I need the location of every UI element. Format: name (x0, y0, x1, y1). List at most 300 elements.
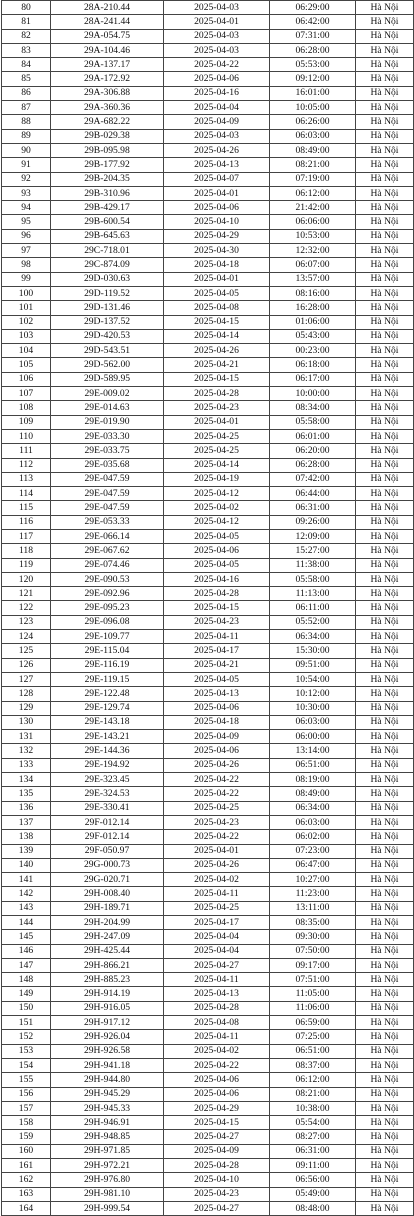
violation-date-cell: 2025-04-03 (164, 29, 270, 43)
violation-time-cell: 06:03:00 (270, 715, 356, 729)
city-cell: Hà Nội (356, 1201, 414, 1215)
license-plate-cell: 29H-189.71 (51, 901, 164, 915)
license-plate-cell: 29D-420.53 (51, 329, 164, 343)
row-number-cell: 85 (2, 72, 51, 86)
violation-date-cell: 2025-04-12 (164, 515, 270, 529)
table-body (2, 1, 414, 1216)
violation-date-cell: 2025-04-14 (164, 458, 270, 472)
violation-time-cell: 05:53:00 (270, 58, 356, 72)
violation-date-cell: 2025-04-05 (164, 672, 270, 686)
license-plate-cell: 29H-981.10 (51, 1187, 164, 1201)
license-plate-cell: 29H-999.54 (51, 1201, 164, 1215)
license-plate-cell: 29B-204.35 (51, 172, 164, 186)
violation-time-cell: 06:06:00 (270, 215, 356, 229)
violation-date-cell: 2025-04-22 (164, 830, 270, 844)
table-row (2, 158, 414, 172)
row-number-cell: 105 (2, 358, 51, 372)
violation-time-cell: 06:07:00 (270, 258, 356, 272)
license-plate-cell: 29H-948.85 (51, 1130, 164, 1144)
table-row (2, 1030, 414, 1044)
city-cell: Hà Nội (356, 744, 414, 758)
license-plate-cell: 29C-874.09 (51, 258, 164, 272)
license-plate-cell: 29E-074.46 (51, 558, 164, 572)
violation-date-cell: 2025-04-13 (164, 158, 270, 172)
violation-date-cell: 2025-04-25 (164, 429, 270, 443)
license-plate-cell: 29E-092.96 (51, 587, 164, 601)
city-cell: Hà Nội (356, 529, 414, 543)
license-plate-cell: 29B-177.92 (51, 158, 164, 172)
license-plate-cell: 29B-310.96 (51, 186, 164, 200)
license-plate-cell: 29D-562.00 (51, 358, 164, 372)
city-cell: Hà Nội (356, 730, 414, 744)
row-number-cell: 124 (2, 630, 51, 644)
row-number-cell: 158 (2, 1116, 51, 1130)
row-number-cell: 118 (2, 544, 51, 558)
violation-time-cell: 10:54:00 (270, 672, 356, 686)
table-row (2, 844, 414, 858)
violation-time-cell: 11:13:00 (270, 587, 356, 601)
violation-date-cell: 2025-04-11 (164, 630, 270, 644)
license-plate-cell: 29E-143.18 (51, 715, 164, 729)
license-plate-cell: 29E-047.59 (51, 472, 164, 486)
table-row (2, 815, 414, 829)
row-number-cell: 123 (2, 615, 51, 629)
row-number-cell: 84 (2, 58, 51, 72)
violation-time-cell: 08:16:00 (270, 286, 356, 300)
license-plate-cell: 29B-600.54 (51, 215, 164, 229)
city-cell: Hà Nội (356, 186, 414, 200)
violation-time-cell: 06:29:00 (270, 1, 356, 15)
license-plate-cell: 29F-012.14 (51, 815, 164, 829)
violation-date-cell: 2025-04-22 (164, 1058, 270, 1072)
license-plate-cell: 29E-095.23 (51, 601, 164, 615)
table-row (2, 1144, 414, 1158)
violation-time-cell: 06:02:00 (270, 830, 356, 844)
city-cell: Hà Nội (356, 1187, 414, 1201)
violation-date-cell: 2025-04-23 (164, 401, 270, 415)
license-plate-cell: 29E-014.63 (51, 401, 164, 415)
license-plate-cell: 29D-543.51 (51, 344, 164, 358)
city-cell: Hà Nội (356, 1159, 414, 1173)
violation-date-cell: 2025-04-14 (164, 329, 270, 343)
table-row (2, 672, 414, 686)
violation-time-cell: 06:12:00 (270, 1073, 356, 1087)
row-number-cell: 95 (2, 215, 51, 229)
violation-date-cell: 2025-04-05 (164, 529, 270, 543)
table-row (2, 1116, 414, 1130)
violation-date-cell: 2025-04-26 (164, 344, 270, 358)
row-number-cell: 89 (2, 129, 51, 143)
license-plate-cell: 29E-109.77 (51, 630, 164, 644)
violation-date-cell: 2025-04-26 (164, 758, 270, 772)
row-number-cell: 145 (2, 930, 51, 944)
violation-date-cell: 2025-04-05 (164, 558, 270, 572)
violation-date-cell: 2025-04-15 (164, 601, 270, 615)
violation-time-cell: 05:54:00 (270, 1116, 356, 1130)
city-cell: Hà Nội (356, 773, 414, 787)
table-row (2, 773, 414, 787)
row-number-cell: 120 (2, 572, 51, 586)
table-row (2, 329, 414, 343)
table-row (2, 758, 414, 772)
table-row (2, 587, 414, 601)
row-number-cell: 136 (2, 801, 51, 815)
city-cell: Hà Nội (356, 15, 414, 29)
row-number-cell: 130 (2, 715, 51, 729)
city-cell: Hà Nội (356, 358, 414, 372)
violation-date-cell: 2025-04-06 (164, 744, 270, 758)
violation-date-cell: 2025-04-03 (164, 43, 270, 57)
license-plate-cell: 29B-029.38 (51, 129, 164, 143)
city-cell: Hà Nội (356, 86, 414, 100)
violation-date-cell: 2025-04-27 (164, 1130, 270, 1144)
table-row (2, 987, 414, 1001)
city-cell: Hà Nội (356, 315, 414, 329)
city-cell: Hà Nội (356, 101, 414, 115)
violation-date-cell: 2025-04-28 (164, 387, 270, 401)
table-row (2, 944, 414, 958)
license-plate-cell: 29E-053.33 (51, 515, 164, 529)
violation-time-cell: 08:21:00 (270, 158, 356, 172)
row-number-cell: 134 (2, 773, 51, 787)
table-row (2, 429, 414, 443)
row-number-cell: 151 (2, 1016, 51, 1030)
violation-date-cell: 2025-04-06 (164, 1087, 270, 1101)
table-row (2, 43, 414, 57)
row-number-cell: 115 (2, 501, 51, 515)
city-cell: Hà Nội (356, 858, 414, 872)
violation-date-cell: 2025-04-28 (164, 1159, 270, 1173)
table-row (2, 415, 414, 429)
violation-date-cell: 2025-04-15 (164, 372, 270, 386)
violation-time-cell: 15:30:00 (270, 644, 356, 658)
row-number-cell: 159 (2, 1130, 51, 1144)
city-cell: Hà Nội (356, 415, 414, 429)
table-row (2, 658, 414, 672)
row-number-cell: 164 (2, 1201, 51, 1215)
row-number-cell: 91 (2, 158, 51, 172)
license-plate-cell: 29E-324.53 (51, 787, 164, 801)
violation-time-cell: 06:18:00 (270, 358, 356, 372)
license-plate-cell: 29E-009.02 (51, 387, 164, 401)
violation-time-cell: 12:32:00 (270, 244, 356, 258)
row-number-cell: 103 (2, 329, 51, 343)
city-cell: Hà Nội (356, 29, 414, 43)
license-plate-cell: 29H-941.18 (51, 1058, 164, 1072)
license-plate-cell: 29A-054.75 (51, 29, 164, 43)
violation-time-cell: 00:23:00 (270, 344, 356, 358)
license-plate-cell: 29E-096.08 (51, 615, 164, 629)
city-cell: Hà Nội (356, 1044, 414, 1058)
violation-date-cell: 2025-04-07 (164, 172, 270, 186)
table-row (2, 458, 414, 472)
license-plate-cell: 29H-917.12 (51, 1016, 164, 1030)
violation-time-cell: 13:57:00 (270, 272, 356, 286)
table-row (2, 1173, 414, 1187)
violation-date-cell: 2025-04-22 (164, 58, 270, 72)
violation-date-cell: 2025-04-18 (164, 258, 270, 272)
violation-date-cell: 2025-04-16 (164, 86, 270, 100)
violation-time-cell: 06:26:00 (270, 115, 356, 129)
license-plate-cell: 29A-104.46 (51, 43, 164, 57)
city-cell: Hà Nội (356, 958, 414, 972)
violation-date-cell: 2025-04-06 (164, 1073, 270, 1087)
row-number-cell: 154 (2, 1058, 51, 1072)
city-cell: Hà Nội (356, 658, 414, 672)
license-plate-cell: 29E-066.14 (51, 529, 164, 543)
row-number-cell: 106 (2, 372, 51, 386)
city-cell: Hà Nội (356, 1087, 414, 1101)
violation-date-cell: 2025-04-10 (164, 215, 270, 229)
license-plate-cell: 29H-972.21 (51, 1159, 164, 1173)
city-cell: Hà Nội (356, 1173, 414, 1187)
violation-date-cell: 2025-04-25 (164, 444, 270, 458)
city-cell: Hà Nội (356, 630, 414, 644)
violation-time-cell: 08:34:00 (270, 401, 356, 415)
table-row (2, 515, 414, 529)
row-number-cell: 90 (2, 143, 51, 157)
city-cell: Hà Nội (356, 258, 414, 272)
table-row (2, 387, 414, 401)
license-plate-cell: 29G-020.71 (51, 873, 164, 887)
violation-time-cell: 07:51:00 (270, 973, 356, 987)
violation-time-cell: 16:01:00 (270, 86, 356, 100)
violation-time-cell: 07:19:00 (270, 172, 356, 186)
row-number-cell: 138 (2, 830, 51, 844)
violation-time-cell: 08:49:00 (270, 787, 356, 801)
city-cell: Hà Nội (356, 1116, 414, 1130)
violation-time-cell: 11:38:00 (270, 558, 356, 572)
violation-time-cell: 16:28:00 (270, 301, 356, 315)
table-row (2, 401, 414, 415)
violation-time-cell: 06:34:00 (270, 801, 356, 815)
violation-time-cell: 05:49:00 (270, 1187, 356, 1201)
city-cell: Hà Nội (356, 587, 414, 601)
row-number-cell: 110 (2, 429, 51, 443)
violation-time-cell: 06:01:00 (270, 429, 356, 443)
violation-time-cell: 10:53:00 (270, 229, 356, 243)
row-number-cell: 127 (2, 672, 51, 686)
row-number-cell: 94 (2, 201, 51, 215)
violation-date-cell: 2025-04-03 (164, 1, 270, 15)
violation-date-cell: 2025-04-30 (164, 244, 270, 258)
table-row (2, 15, 414, 29)
violation-date-cell: 2025-04-13 (164, 687, 270, 701)
violation-time-cell: 08:35:00 (270, 916, 356, 930)
license-plate-cell: 29D-137.52 (51, 315, 164, 329)
row-number-cell: 121 (2, 587, 51, 601)
table-row (2, 916, 414, 930)
violation-time-cell: 06:12:00 (270, 186, 356, 200)
city-cell: Hà Nội (356, 1073, 414, 1087)
city-cell: Hà Nội (356, 1058, 414, 1072)
license-plate-cell: 29E-047.59 (51, 501, 164, 515)
row-number-cell: 100 (2, 286, 51, 300)
violation-date-cell: 2025-04-02 (164, 501, 270, 515)
row-number-cell: 132 (2, 744, 51, 758)
violation-time-cell: 06:31:00 (270, 1144, 356, 1158)
row-number-cell: 86 (2, 86, 51, 100)
row-number-cell: 162 (2, 1173, 51, 1187)
violation-date-cell: 2025-04-04 (164, 930, 270, 944)
license-plate-cell: 29C-718.01 (51, 244, 164, 258)
city-cell: Hà Nội (356, 301, 414, 315)
city-cell: Hà Nội (356, 973, 414, 987)
city-cell: Hà Nội (356, 887, 414, 901)
violation-date-cell: 2025-04-26 (164, 858, 270, 872)
table-row (2, 901, 414, 915)
row-number-cell: 87 (2, 101, 51, 115)
violation-time-cell: 08:19:00 (270, 773, 356, 787)
table-row (2, 558, 414, 572)
violation-time-cell: 10:00:00 (270, 387, 356, 401)
violation-time-cell: 10:30:00 (270, 701, 356, 715)
table-row (2, 873, 414, 887)
license-plate-cell: 29A-682.22 (51, 115, 164, 129)
city-cell: Hà Nội (356, 215, 414, 229)
city-cell: Hà Nội (356, 229, 414, 243)
row-number-cell: 116 (2, 515, 51, 529)
table-row (2, 372, 414, 386)
violation-date-cell: 2025-04-13 (164, 987, 270, 1001)
row-number-cell: 104 (2, 344, 51, 358)
violation-time-cell: 08:21:00 (270, 1087, 356, 1101)
violation-time-cell: 06:51:00 (270, 758, 356, 772)
table-row (2, 1016, 414, 1030)
license-plate-cell: 29E-047.59 (51, 487, 164, 501)
violation-date-cell: 2025-04-19 (164, 472, 270, 486)
city-cell: Hà Nội (356, 344, 414, 358)
license-plate-cell: 29E-122.48 (51, 687, 164, 701)
city-cell: Hà Nội (356, 930, 414, 944)
city-cell: Hà Nội (356, 558, 414, 572)
violation-date-cell: 2025-04-17 (164, 644, 270, 658)
violation-date-cell: 2025-04-09 (164, 730, 270, 744)
row-number-cell: 140 (2, 858, 51, 872)
table-row (2, 830, 414, 844)
violation-time-cell: 10:05:00 (270, 101, 356, 115)
row-number-cell: 149 (2, 987, 51, 1001)
table-row (2, 1187, 414, 1201)
table-row (2, 1044, 414, 1058)
row-number-cell: 93 (2, 186, 51, 200)
violation-time-cell: 11:06:00 (270, 1001, 356, 1015)
violation-time-cell: 06:28:00 (270, 43, 356, 57)
license-plate-cell: 29D-119.52 (51, 286, 164, 300)
row-number-cell: 146 (2, 944, 51, 958)
license-plate-cell: 29E-033.30 (51, 429, 164, 443)
license-plate-cell: 29E-144.36 (51, 744, 164, 758)
row-number-cell: 156 (2, 1087, 51, 1101)
violation-time-cell: 01:06:00 (270, 315, 356, 329)
violation-date-cell: 2025-04-01 (164, 186, 270, 200)
city-cell: Hà Nội (356, 501, 414, 515)
license-plate-cell: 29B-095.98 (51, 143, 164, 157)
row-number-cell: 153 (2, 1044, 51, 1058)
row-number-cell: 161 (2, 1159, 51, 1173)
license-plate-cell: 29F-050.97 (51, 844, 164, 858)
city-cell: Hà Nội (356, 687, 414, 701)
violation-time-cell: 07:31:00 (270, 29, 356, 43)
violation-date-cell: 2025-04-10 (164, 1173, 270, 1187)
violation-time-cell: 13:11:00 (270, 901, 356, 915)
violation-time-cell: 09:30:00 (270, 930, 356, 944)
table-row (2, 315, 414, 329)
violation-date-cell: 2025-04-17 (164, 916, 270, 930)
row-number-cell: 163 (2, 1187, 51, 1201)
violation-date-cell: 2025-04-01 (164, 272, 270, 286)
violation-time-cell: 06:51:00 (270, 1044, 356, 1058)
row-number-cell: 142 (2, 887, 51, 901)
violation-date-cell: 2025-04-06 (164, 544, 270, 558)
city-cell: Hà Nội (356, 1016, 414, 1030)
table-row (2, 1159, 414, 1173)
license-plate-cell: 29H-916.05 (51, 1001, 164, 1015)
row-number-cell: 119 (2, 558, 51, 572)
city-cell: Hà Nội (356, 815, 414, 829)
city-cell: Hà Nội (356, 429, 414, 443)
city-cell: Hà Nội (356, 244, 414, 258)
violation-time-cell: 06:44:00 (270, 487, 356, 501)
row-number-cell: 144 (2, 916, 51, 930)
row-number-cell: 147 (2, 958, 51, 972)
city-cell: Hà Nội (356, 444, 414, 458)
violation-time-cell: 06:20:00 (270, 444, 356, 458)
city-cell: Hà Nội (356, 329, 414, 343)
violation-date-cell: 2025-04-23 (164, 1187, 270, 1201)
license-plate-cell: 29H-914.19 (51, 987, 164, 1001)
violation-time-cell: 07:50:00 (270, 944, 356, 958)
row-number-cell: 155 (2, 1073, 51, 1087)
city-cell: Hà Nội (356, 1101, 414, 1115)
violation-date-cell: 2025-04-06 (164, 201, 270, 215)
city-cell: Hà Nội (356, 758, 414, 772)
violation-time-cell: 05:58:00 (270, 572, 356, 586)
violation-date-cell: 2025-04-28 (164, 587, 270, 601)
table-row (2, 801, 414, 815)
violation-date-cell: 2025-04-22 (164, 787, 270, 801)
license-plate-cell: 29D-131.46 (51, 301, 164, 315)
violation-time-cell: 06:03:00 (270, 815, 356, 829)
violation-time-cell: 10:27:00 (270, 873, 356, 887)
row-number-cell: 157 (2, 1101, 51, 1115)
violation-time-cell: 09:12:00 (270, 72, 356, 86)
table-row (2, 529, 414, 543)
license-plate-cell: 29E-115.04 (51, 644, 164, 658)
license-plate-cell: 29H-885.23 (51, 973, 164, 987)
violation-date-cell: 2025-04-23 (164, 615, 270, 629)
row-number-cell: 83 (2, 43, 51, 57)
license-plate-cell: 29E-019.90 (51, 415, 164, 429)
violation-date-cell: 2025-04-09 (164, 115, 270, 129)
table-row (2, 143, 414, 157)
table-row (2, 630, 414, 644)
row-number-cell: 114 (2, 487, 51, 501)
city-cell: Hà Nội (356, 143, 414, 157)
table-row (2, 1201, 414, 1215)
row-number-cell: 135 (2, 787, 51, 801)
city-cell: Hà Nội (356, 272, 414, 286)
table-row (2, 29, 414, 43)
table-row (2, 601, 414, 615)
license-plate-cell: 29E-035.68 (51, 458, 164, 472)
row-number-cell: 80 (2, 1, 51, 15)
table-row (2, 544, 414, 558)
city-cell: Hà Nội (356, 672, 414, 686)
row-number-cell: 133 (2, 758, 51, 772)
table-row (2, 787, 414, 801)
city-cell: Hà Nội (356, 901, 414, 915)
